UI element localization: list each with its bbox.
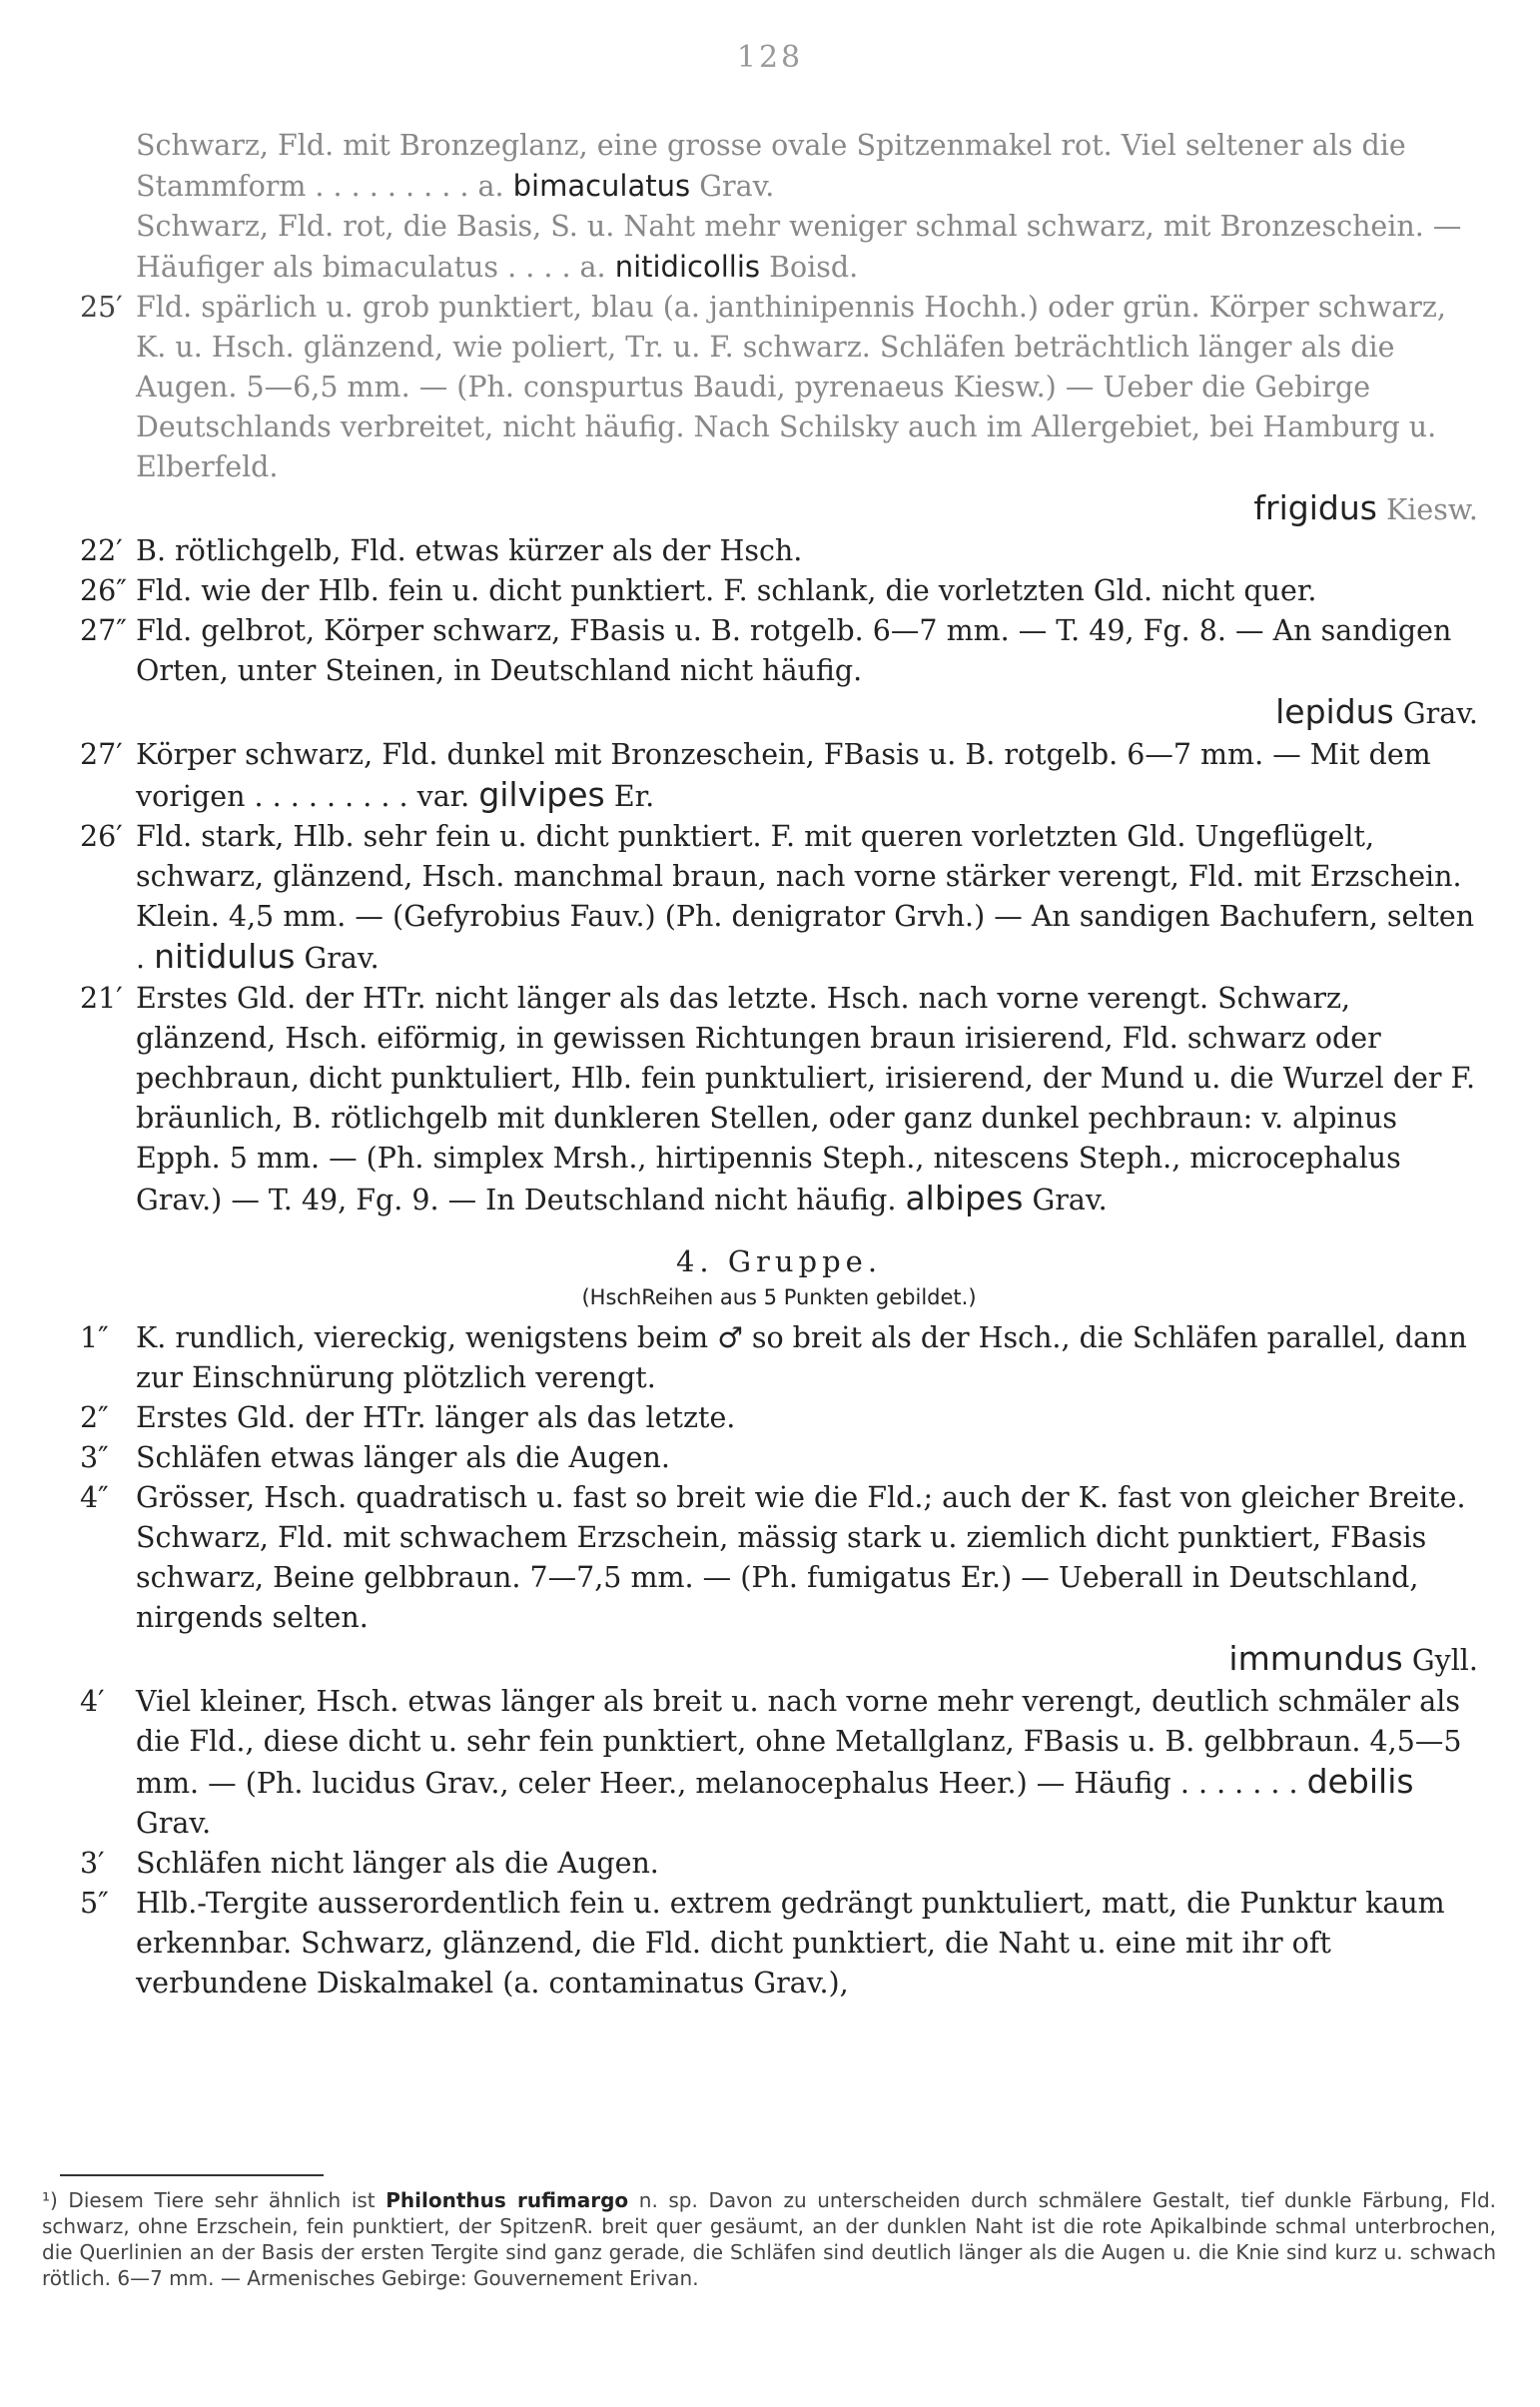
entry-number: 3′ bbox=[80, 1847, 105, 1880]
entry-text: K. rundlich, viereckig, wenigstens beim bbox=[136, 1321, 709, 1354]
entry-number: 4″ bbox=[80, 1481, 109, 1514]
key-entry bbox=[80, 288, 1478, 487]
species-name: debilis bbox=[1306, 1762, 1414, 1801]
entry-text: Körper schwarz, Fld. dunkel mit Bronzeschein, FBasis u. B. rotgelb. 6—7 mm. — Mit dem vorigen . . . . . . . . . var. bbox=[136, 738, 1431, 813]
footnote bbox=[42, 2187, 1496, 2291]
entry-number: 2″ bbox=[80, 1401, 109, 1434]
entry-number: 1″ bbox=[80, 1321, 109, 1354]
male-symbol-icon: ♂ bbox=[717, 1321, 743, 1354]
key-entry bbox=[80, 1438, 1478, 1478]
footnote-mark: ¹) bbox=[42, 2188, 58, 2212]
key-entry bbox=[80, 979, 1478, 1220]
key-entry bbox=[80, 735, 1478, 817]
footnote-text: Diesem Tiere sehr ähnlich ist bbox=[68, 2188, 376, 2212]
species-name: nitidicollis bbox=[614, 250, 760, 284]
entry-text: so breit als der Hsch., die Schläfen parallel, dann zur Einschnürung plötzlich verengt. bbox=[136, 1321, 1467, 1394]
entry-text: Schwarz, Fld. rot, die Basis, S. u. Naht mehr weniger schmal schwarz, mit Bronzeschein. — Häufiger als bimaculatus . . . . a. bbox=[136, 210, 1462, 284]
entry-number: 26″ bbox=[80, 574, 127, 607]
species-name: bimaculatus bbox=[512, 169, 691, 203]
species-name: nitidulus bbox=[154, 937, 296, 976]
entry-text: Viel kleiner, Hsch. etwas länger als breit u. nach vorne mehr verengt, deutlich schmäler als die Fld., diese dicht u. sehr fein punktiert, ohne Metallglanz, FBasis u. B. gelbbraun. 4,5—5 mm. — (Ph. lucidus Grav., celer Heer., melanocephalus Heer.) — Häufig . . . . . . . bbox=[136, 1685, 1462, 1800]
footnote-species-name: Philonthus rufimargo bbox=[385, 2188, 629, 2212]
species-name: albipes bbox=[905, 1179, 1024, 1217]
species-author: Er. bbox=[613, 780, 655, 813]
entry-number: 3″ bbox=[80, 1441, 109, 1474]
entry-text: Schwarz, Fld. mit Bronzeglanz, eine grosse ovale Spitzenmakel rot. Viel seltener als die Stammform . . . . . . . . . a. bbox=[136, 129, 1406, 203]
footnote-text: n. sp. Davon zu unterscheiden durch schmälere Gestalt, tief dunkle Färbung, Fld. schwarz, ohne Erzschein, fein punktiert, der SpitzenR. breit quer gesäumt, an der dunklen Naht ist die rote Apikalbinde schmal unterbrochen, die Querlinien an der Basis der ersten Tergite sind ganz gerade, die Schläfen sind deutlich länger als die Augen u. die Knie sind kurz u. schwach rötlich. 6—7 mm. — Armenisches Gebirge: Gouvernement Erivan. bbox=[42, 2188, 1497, 2290]
key-entry bbox=[80, 531, 1478, 571]
key-entry bbox=[80, 1398, 1478, 1438]
key-text bbox=[80, 126, 1478, 2004]
species-author: Grav. bbox=[304, 942, 380, 975]
entry-text: Hlb.-Tergite ausserordentlich fein u. extrem gedrängt punktuliert, matt, die Punktur kaum erkennbar. Schwarz, glänzend, die Fld. dicht punktiert, die Naht u. eine mit ihr oft verbundene Diskalmakel (a. contaminatus Grav.), bbox=[136, 1887, 1445, 2000]
entry-text: Fld. stark, Hlb. sehr fein u. dicht punktiert. F. mit queren vorletzten Gld. Ungeflügelt, schwarz, glänzend, Hsch. manchmal braun, nach vorne stärker verengt, Fld. mit Erzschein. Klein. 4,5 mm. — (Gefyrobius Fauv.) (Ph. denigrator Grvh.) — An sandigen Bachufern, selten . bbox=[136, 820, 1475, 975]
species-author: Grav. bbox=[699, 170, 775, 203]
key-entry bbox=[80, 817, 1478, 979]
species-name: gilvipes bbox=[478, 775, 605, 814]
key-entry bbox=[80, 1318, 1478, 1398]
entry-text: Fld. spärlich u. grob punktiert, blau (a. janthinipennis Hochh.) oder grün. Körper schwarz, K. u. Hsch. glänzend, wie poliert, Tr. u. F. schwarz. Schläfen beträchtlich länger als die Augen. 5—6,5 mm. — (Ph. conspurtus Baudi, pyrenaeus Kiesw.) — Ueber die Gebirge Deutschlands verbreitet, nicht häufig. Nach Schilsky auch im Allergebiet, bei Hamburg u. Elberfeld. bbox=[136, 291, 1446, 483]
entry-text: Fld. wie der Hlb. fein u. dicht punktiert. F. schlank, die vorletzten Gld. nicht quer. bbox=[136, 574, 1317, 607]
species-line bbox=[80, 691, 1478, 735]
species-author: Grav. bbox=[1402, 697, 1478, 730]
species-author: Kiesw. bbox=[1386, 493, 1478, 526]
key-entry bbox=[80, 611, 1478, 691]
key-entry bbox=[80, 1682, 1478, 1844]
key-entry bbox=[80, 1884, 1478, 2004]
species-author: Grav. bbox=[1032, 1184, 1108, 1216]
entry-number: 22′ bbox=[80, 534, 123, 567]
entry-text: Schläfen etwas länger als die Augen. bbox=[136, 1441, 670, 1474]
entry-text: Erstes Gld. der HTr. nicht länger als das letzte. Hsch. nach vorne verengt. Schwarz, glänzend, Hsch. eiförmig, in gewissen Richtungen braun irisierend, Fld. schwarz oder pechbraun, dicht punktuliert, Hlb. fein punktuliert, irisierend, der Mund u. die Wurzel der F. bräunlich, B. rötlichgelb mit dunkleren Stellen, oder ganz dunkel pechbraun: v. alpinus Epph. 5 mm. — (Ph. simplex Mrsh., hirtipennis Steph., nitescens Steph., microcephalus Grav.) — T. 49, Fg. 9. — In Deutschland nicht häufig. bbox=[136, 982, 1476, 1216]
key-entry bbox=[80, 571, 1478, 611]
species-author: Grav. bbox=[136, 1807, 212, 1840]
entry-text: Erstes Gld. der HTr. länger als das letzte. bbox=[136, 1401, 736, 1434]
entry-text: B. rötlichgelb, Fld. etwas kürzer als der Hsch. bbox=[136, 534, 803, 567]
entry-number: 5″ bbox=[80, 1887, 109, 1920]
species-name: frigidus bbox=[1253, 488, 1377, 527]
entry-number: 27″ bbox=[80, 614, 127, 647]
group-subheading: (HschReihen aus 5 Punkten gebildet.) bbox=[581, 1285, 977, 1309]
species-name: immundus bbox=[1228, 1639, 1403, 1678]
key-entry bbox=[80, 126, 1478, 207]
entry-number: 27′ bbox=[80, 738, 123, 771]
entry-text: Grösser, Hsch. quadratisch u. fast so breit wie die Fld.; auch der K. fast von gleicher Breite. Schwarz, Fld. mit schwachem Erzschein, mässig stark u. ziemlich dicht punktiert, FBasis schwarz, Beine gelbbraun. 7—7,5 mm. — (Ph. fumigatus Er.) — Ueberall in Deutschland, nirgends selten. bbox=[136, 1481, 1466, 1634]
entry-text: Schläfen nicht länger als die Augen. bbox=[136, 1847, 659, 1880]
key-entry bbox=[80, 1478, 1478, 1638]
entry-text: Fld. gelbrot, Körper schwarz, FBasis u. B. rotgelb. 6—7 mm. — T. 49, Fg. 8. — An sandigen Orten, unter Steinen, in Deutschland nicht häufig. bbox=[136, 614, 1452, 687]
entry-number: 4′ bbox=[80, 1685, 105, 1718]
entry-number: 25′ bbox=[80, 291, 123, 324]
species-author: Gyll. bbox=[1411, 1644, 1478, 1677]
page-number: 128 bbox=[736, 40, 804, 75]
species-author: Boisd. bbox=[769, 251, 859, 284]
footnote-divider bbox=[60, 2174, 324, 2176]
species-name: lepidus bbox=[1275, 692, 1394, 731]
key-entry bbox=[80, 1844, 1478, 1884]
entry-number: 21′ bbox=[80, 982, 123, 1015]
key-entry bbox=[80, 207, 1478, 288]
species-line bbox=[80, 1638, 1478, 1682]
entry-number: 26′ bbox=[80, 820, 123, 853]
group-heading: 4. Gruppe. bbox=[675, 1244, 883, 1278]
species-line bbox=[80, 487, 1478, 531]
